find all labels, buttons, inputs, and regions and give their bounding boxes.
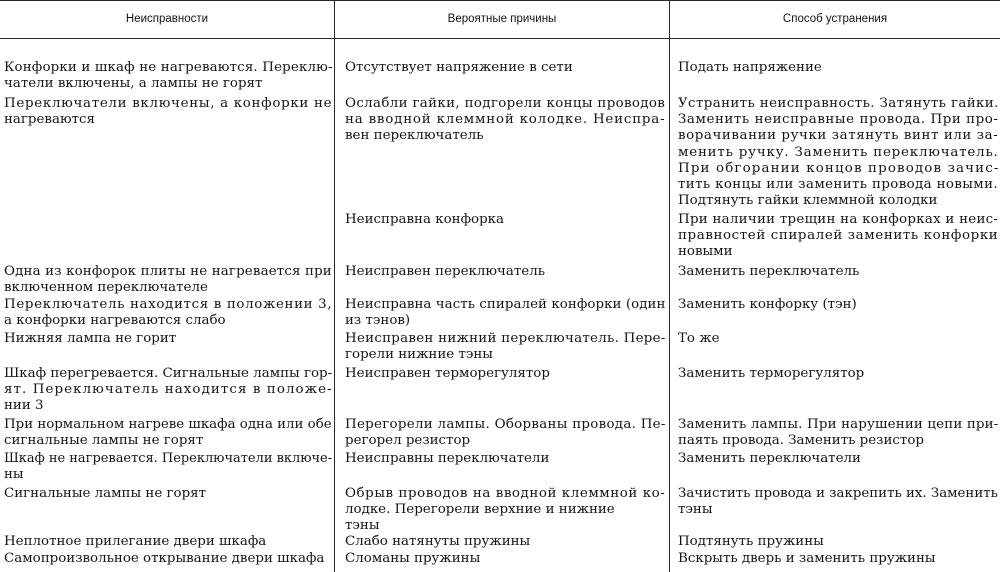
cell-line: Переключатели включены, а конфорки не [4,96,333,111]
cell-line: Шкаф не нагревается. Переключатели включе- [4,451,333,466]
cell-line: Сломаны пружины [345,551,481,566]
column-header-remedy: Способ устранения [782,13,888,25]
cell-line: Отсутствует напряжение в сети [345,60,573,75]
cell-line: нагреваются [4,112,95,128]
cause-cell [345,486,665,535]
cell-line: Неисправна часть спиралей конфорки (один [345,297,666,312]
cell-line: Переключатель находится в положении 3, [4,297,333,312]
fault-cell [4,451,332,483]
cell-line: Заменить неисправные провода. При про- [678,112,999,128]
cell-line: Неисправна конфорка [345,212,505,227]
cell-line: чатели включены, а лампы не горят [4,76,263,92]
remedy-cell [678,60,998,76]
cell-line: тэны [345,518,380,534]
fault-cell [4,96,332,128]
remedy-cell [678,551,998,567]
cause-cell [345,366,665,382]
cell-line: сигнальные лампы не горят [4,433,204,449]
header-bottom-rule [0,38,1000,39]
fault-cell [4,366,332,415]
cell-line: Подтянуть пружины [678,534,824,549]
cell-line: Зачистить провода и закрепить их. Заменить [678,486,998,501]
fault-cell [4,417,332,449]
column-divider [334,0,335,572]
remedy-cell [678,264,998,280]
remedy-cell [678,417,998,449]
fault-cell [4,297,332,329]
cell-line: Самопроизвольное открывание двери шкафа [4,551,325,566]
cell-line: Сигнальные лампы не горят [4,486,207,501]
cell-line: включенном переключателе [4,280,208,296]
cell-line: на вводной клеммной колодке. Неиспра- [345,112,666,128]
cell-line: ворачивании ручки затянуть винт или за- [678,128,999,144]
cause-cell [345,297,665,329]
cell-line: ны [4,467,24,483]
fault-cell [4,551,332,567]
remedy-cell [678,297,998,313]
cell-line: При наличии трещин на конфорках и неис- [678,212,999,227]
cell-line: Конфорки и шкаф не нагреваются. Переклю- [4,60,333,75]
remedy-cell [678,96,998,209]
cell-line: Заменить лампы. При нарушении цепи при- [678,417,999,432]
cell-line: Подать напряжение [678,60,822,75]
cell-line: ят. Переключатель находится в положе- [4,382,333,398]
cell-line: Неисправны переключатели [345,451,550,466]
cell-line: лодке. Перегорели верхние и нижние [345,502,615,518]
cell-line: Обрыв проводов на вводной клеммной ко- [345,486,666,501]
fault-cell [4,331,332,347]
cell-line: Перегорели лампы. Оборваны провода. Пе- [345,417,666,432]
cause-cell [345,534,665,550]
cell-line: Вскрыть дверь и заменить пружины [678,551,936,566]
cell-line: Неплотное прилегание двери шкафа [4,534,267,549]
remedy-cell [678,451,998,467]
cell-line: Устранить неисправность. Затянуть гайки. [678,96,999,111]
remedy-cell [678,331,998,347]
cause-cell [345,264,665,280]
cause-cell [345,96,665,145]
cell-line: вен переключатель [345,128,484,144]
fault-cell [4,60,332,92]
cause-cell [345,451,665,467]
cell-line: менить ручку. Заменить переключатель. [678,144,999,160]
cell-line: Заменить переключатель [678,264,860,279]
cell-line: Слабо натянуты пружины [345,534,531,549]
cell-line: правностей спиралей заменить конфорки [678,228,999,244]
cell-line: из тэнов) [345,313,411,329]
cause-cell [345,212,665,228]
cell-line: горели нижние тэны [345,347,493,363]
cell-line: При нормальном нагреве шкафа одна или обе [4,417,332,432]
cell-line: При обгорании концов проводов зачис- [678,160,1000,176]
fault-cell [4,264,332,296]
cause-cell [345,331,665,363]
cell-line: Ослабли гайки, подгорели концы проводов [345,96,666,111]
cell-line: Шкаф перегревается. Сигнальные лампы гор- [4,366,333,381]
cell-line: новыми [678,244,733,260]
cell-line: тить концы или заменить провода новыми. [678,177,998,192]
remedy-cell [678,534,998,550]
cell-line: Неисправен терморегулятор [345,366,550,381]
cell-line: регорел резистор [345,433,471,449]
cell-line: тэны [678,502,713,518]
column-divider [669,0,670,572]
remedy-cell [678,212,998,261]
cell-line: Неисправен нижний переключатель. Пере- [345,331,666,346]
cell-line: паять провода. Заменить резистор [678,433,924,449]
fault-cell [4,534,332,550]
cell-line: Неисправен переключатель [345,264,545,279]
column-header-causes: Вероятные причины [447,13,557,25]
cell-line: То же [678,331,720,346]
cell-line: Одна из конфорок плиты не нагревается при [4,264,332,279]
cause-cell [345,551,665,567]
fault-cell [4,486,332,502]
cell-line: Подтянуть гайки клеммной колодки [678,193,938,209]
cell-line: Заменить терморегулятор [678,366,865,381]
cell-line: Нижняя лампа не горит [4,331,177,346]
cause-cell [345,417,665,449]
cell-line: Заменить конфорку (тэн) [678,297,857,312]
cell-line: а конфорки нагреваются слабо [4,313,226,329]
column-header-faults: Неисправности [125,13,209,25]
remedy-cell [678,486,998,518]
remedy-cell [678,366,998,382]
cause-cell [345,60,665,76]
cell-line: нии 3 [4,398,44,414]
cell-line: Заменить переключатели [678,451,861,466]
